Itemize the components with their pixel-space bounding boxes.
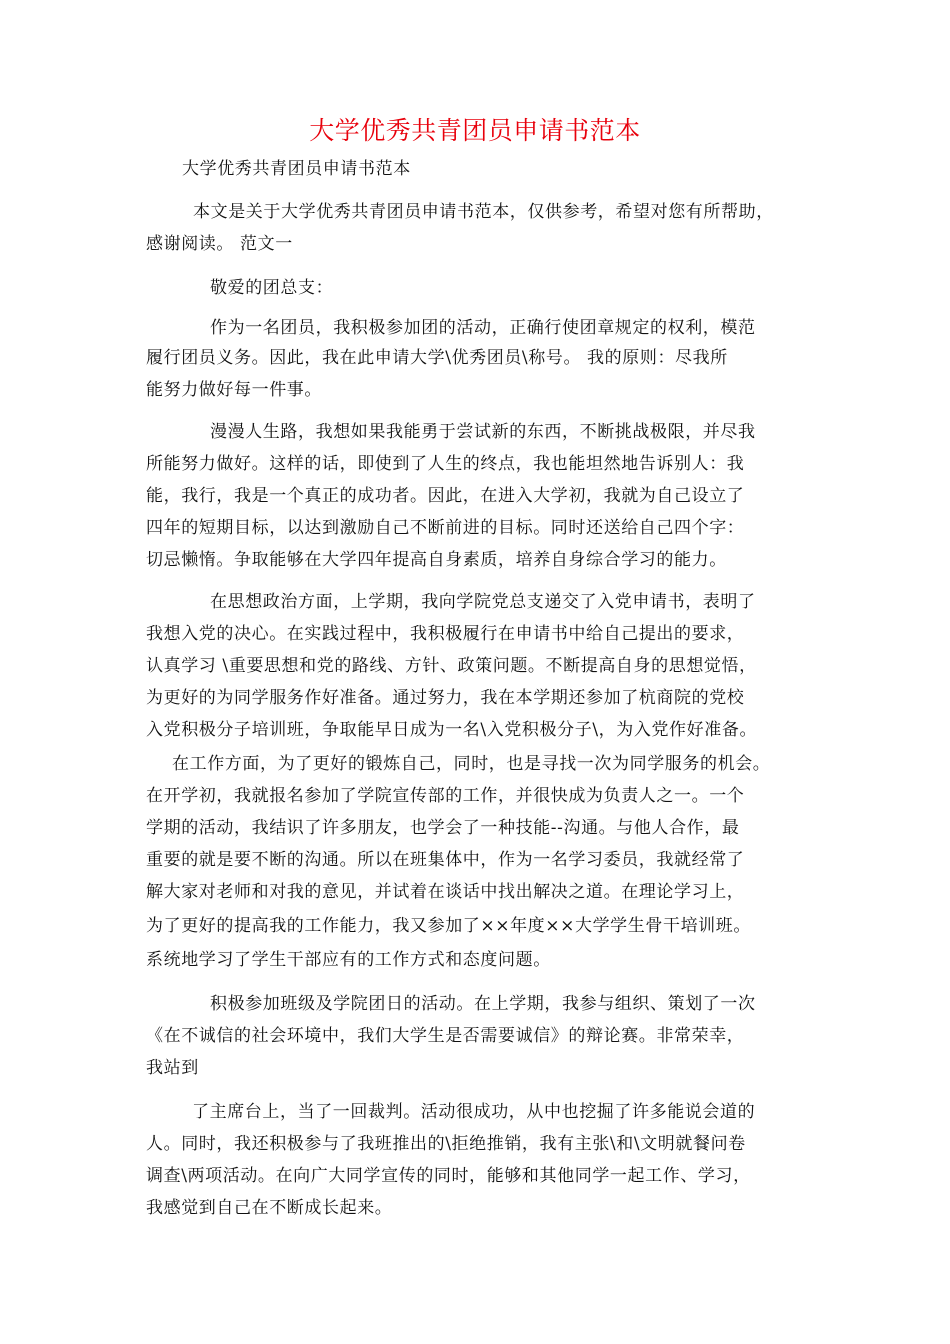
paragraph-4-line-5: 解大家对老师和对我的意见，并试着在谈话中找出解决之道。在理论学习上，: [146, 882, 745, 902]
paragraph-5-line-3: 我站到: [146, 1058, 199, 1078]
paragraph-4-line-1: 在工作方面，为了更好的锻炼自己，同时，也是寻找一次为同学服务的机会。: [172, 754, 771, 774]
paragraph-2-line-5: 切忌懒惰。争取能够在大学四年提高自身素质，培养自身综合学习的能力。: [146, 550, 727, 570]
intro-line-2: 感谢阅读。 范文一: [146, 234, 293, 254]
paragraph-6-line-1: 了主席台上，当了一回裁判。活动很成功，从中也挖掘了许多能说会道的: [192, 1102, 756, 1122]
paragraph-4-line-6: 为了更好的提高我的工作能力，我又参加了××年度××大学学生骨干培训班。: [146, 916, 751, 936]
paragraph-3-line-5: 入党积极分子培训班，争取能早日成为一名\入党积极分子\，为入党作好准备。: [146, 720, 758, 740]
subtitle-line: 大学优秀共青团员申请书范本: [182, 159, 411, 179]
paragraph-5-line-1: 积极参加班级及学院团日的活动。在上学期，我参与组织、策划了一次: [210, 994, 756, 1014]
paragraph-2-line-3: 能，我行，我是一个真正的成功者。因此，在进入大学初，我就为自己设立了: [146, 486, 745, 506]
paragraph-2-line-2: 所能努力做好。这样的话，即使到了人生的终点，我也能坦然地告诉别人：我: [146, 454, 745, 474]
paragraph-2-line-1: 漫漫人生路，我想如果我能勇于尝试新的东西，不断挑战极限，并尽我: [210, 422, 756, 442]
document-title: 大学优秀共青团员申请书范本: [309, 116, 641, 145]
paragraph-6-line-3: 调查\两项活动。在向广大同学宣传的同时，能够和其他同学一起工作、学习，: [146, 1166, 751, 1186]
paragraph-1-line-1: 作为一名团员，我积极参加团的活动，正确行使团章规定的权利，模范: [210, 318, 756, 338]
paragraph-5-line-2: 《在不诚信的社会环境中，我们大学生是否需要诚信》的辩论赛。非常荣幸，: [146, 1026, 745, 1046]
paragraph-1-line-3: 能努力做好每一件事。: [146, 380, 322, 400]
paragraph-4-line-7: 系统地学习了学生干部应有的工作方式和态度问题。: [146, 950, 551, 970]
paragraph-4-line-4: 重要的就是要不断的沟通。所以在班集体中，作为一名学习委员，我就经常了: [146, 850, 745, 870]
paragraph-4-line-3: 学期的活动，我结识了许多朋友，也学会了一种技能--沟通。与他人合作，最: [146, 818, 740, 838]
paragraph-3-line-3: 认真学习 \重要思想和党的路线、方针、政策问题。不断提高自身的思想觉悟，: [146, 656, 757, 676]
paragraph-6-line-2: 人。同时，我还积极参与了我班推出的\拒绝推销，我有主张\和\文明就餐问卷: [146, 1134, 746, 1154]
paragraph-1-line-2: 履行团员义务。因此，我在此申请大学\优秀团员\称号。 我的原则：尽我所: [146, 348, 728, 368]
paragraph-4-line-2: 在开学初，我就报名参加了学院宣传部的工作，并很快成为负责人之一。一个: [146, 786, 745, 806]
salutation-line: 敬爱的团总支：: [210, 278, 334, 298]
intro-line-1: 本文是关于大学优秀共青团员申请书范本，仅供参考，希望对您有所帮助，: [193, 202, 774, 222]
paragraph-6-line-4: 我感觉到自己在不断成长起来。: [146, 1198, 393, 1218]
paragraph-2-line-4: 四年的短期目标，以达到激励自己不断前进的目标。同时还送给自己四个字：: [146, 518, 745, 538]
paragraph-3-line-2: 我想入党的决心。在实践过程中，我积极履行在申请书中给自己提出的要求，: [146, 624, 745, 644]
paragraph-3-line-4: 为更好的为同学服务作好准备。通过努力，我在本学期还参加了杭商院的党校: [146, 688, 745, 708]
paragraph-3-line-1: 在思想政治方面，上学期，我向学院党总支递交了入党申请书，表明了: [210, 592, 756, 612]
